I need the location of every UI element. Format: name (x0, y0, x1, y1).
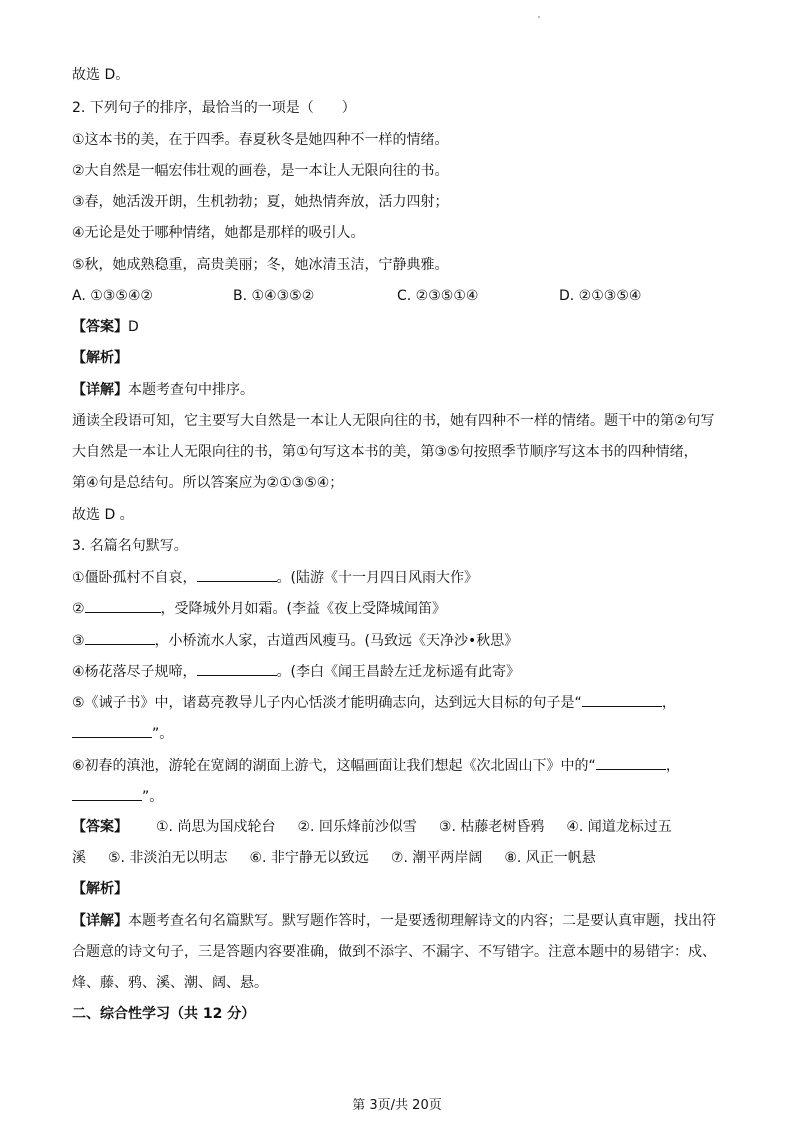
q2-explanation-3: 第④句是总结句。所以答案应为②①③⑤④； (72, 475, 344, 491)
q2-stem: 2. 下列句子的排序，最恰当的一项是（ ） (72, 100, 356, 116)
q2-sentence-2: ②大自然是一幅宏伟壮观的画卷，是一本让人无限向往的书。 (72, 163, 449, 179)
answer-item: ⑤. 非淡泊无以明志 (108, 850, 228, 866)
answer-value: D (128, 319, 139, 335)
q3-line-4-post: 。(李白《闻王昌龄左迁龙标遥有此寄》 (276, 664, 521, 680)
detail-label: 【详解】 (72, 913, 128, 929)
q3-item-5-cont (72, 723, 173, 744)
q3-line-2-pre: ② (72, 601, 85, 617)
speck (538, 16, 540, 18)
q3-line-3-pre: ③ (72, 633, 85, 649)
q3-item-6-cont (72, 786, 163, 807)
q3-line-1-post: 。(陆游《十一月四日风雨大作》 (276, 570, 479, 586)
q2-analysis-label: 【解析】 (72, 350, 128, 366)
q2-option-a: A. ①③⑤④② (72, 288, 153, 304)
q3-answers-2 (72, 848, 596, 868)
answer-item: ⑥. 非宁静无以致远 (249, 850, 369, 866)
q3-item-6 (72, 755, 680, 776)
answer-item: ③. 枯藤老树昏鸦 (438, 819, 545, 835)
detail-label: 【详解】 (72, 382, 128, 398)
answer-label: 【答案】 (72, 819, 128, 835)
detail-text: 本题考查句中排序。 (128, 382, 254, 398)
q3-line-3-post: ，小桥流水人家，古道西风瘦马。(马致远《天净沙•秋思》 (154, 633, 519, 649)
q3-item-5-comma: ， (661, 695, 676, 711)
q3-item-5-text: ⑤《诫子书》中，诸葛亮教导儿子内心恬淡才能明确志向，达到远大目标的句子是“ (72, 695, 582, 711)
q2-option-c: C. ②③⑤①④ (397, 288, 479, 304)
fill-blank (582, 692, 662, 707)
q2-sentence-3: ③春，她活泼开朗，生机勃勃；夏，她热情奔放，活力四射； (72, 194, 449, 210)
fill-blank (197, 661, 277, 676)
q2-option-d: D. ②①③⑤④ (559, 288, 642, 304)
q3-detail-3: 烽、藤、鸦、溪、潮、阔、悬。 (72, 975, 268, 991)
fill-blank (85, 598, 161, 613)
fill-blank (85, 630, 155, 645)
q3-detail-1 (72, 911, 716, 931)
q3-line-4-pre: ④杨花落尽子规啼， (72, 664, 197, 680)
q3-detail-2: 合题意的诗文句子，三是答题内容要准确，做到不添字、不漏字、不写错字。注意本题中的易错字：戍、 (72, 944, 716, 960)
detail-text: 本题考查名句名篇默写。默写题作答时，一是要透彻理解诗文的内容；二是要认真审题，找出符 (128, 913, 716, 929)
q3-line-1-pre: ①僵卧孤村不自哀， (72, 570, 197, 586)
answer-item: ⑦. 潮平两岸阔 (390, 850, 483, 866)
q3-line-3 (72, 630, 518, 651)
q3-line-2-post: ，受降城外月如霜。(李益《夜上受降城闻笛》 (160, 601, 447, 617)
q2-sentence-4: ④无论是处于哪种情绪，她都是那样的吸引人。 (72, 225, 365, 241)
q3-item-5 (72, 692, 676, 713)
fill-blank (596, 755, 666, 770)
q2-option-b: B. ①④③⑤② (233, 288, 315, 304)
q2-sentence-1: ①这本书的美，在于四季。春夏秋冬是她四种不一样的情绪。 (72, 132, 449, 148)
answer-cont: 溪 (72, 850, 86, 866)
page-footer: 第 3页/共 20页 (352, 1098, 442, 1113)
answer-label: 【答案】 (72, 319, 128, 335)
answer-item: ⑧. 风正一帆悬 (504, 850, 596, 866)
fill-blank (72, 786, 142, 801)
q3-answers-1 (72, 817, 672, 837)
q2-answer (72, 317, 139, 337)
fill-blank (197, 567, 277, 582)
q2-sentence-5: ⑤秋，她成熟稳重，高贵美丽；冬，她冰清玉洁，宁静典雅。 (72, 257, 449, 273)
q2-explanation-1: 通读全段语可知，它主要写大自然是一本让人无限向往的书，她有四种不一样的情绪。题干中的第②句写 (72, 413, 715, 429)
answer-item: ④. 闻道龙标过五 (566, 819, 672, 835)
answer-item: ②. 回乐烽前沙似雪 (297, 819, 417, 835)
answer-item: ①. 尚思为国戍轮台 (156, 819, 276, 835)
prev-conclusion: 故选 D。 (72, 67, 130, 83)
q3-item-6-comma: ， (665, 758, 680, 774)
q3-stem: 3. 名篇名句默写。 (72, 538, 188, 554)
fill-blank (72, 723, 152, 738)
section-2-title: 二、综合性学习（共 12 分） (72, 1006, 256, 1022)
q3-line-4 (72, 661, 520, 682)
q2-explanation-2: 大自然是一本让人无限向往的书，第①句写这本书的美，第③⑤句按照季节顺序写这本书的四种情绪， (72, 444, 698, 460)
q3-line-1 (72, 567, 478, 588)
q2-conclusion: 故选 D 。 (72, 507, 134, 523)
q3-item-6-text: ⑥初春的滇池，游轮在宽阔的湖面上游弋，这幅画面让我们想起《次北固山下》中的“ (72, 758, 596, 774)
q2-detail (72, 380, 254, 400)
q3-analysis-label: 【解析】 (72, 881, 128, 897)
q3-item-6-end: ”。 (142, 789, 164, 805)
q3-line-2 (72, 598, 446, 619)
q3-item-5-end: ”。 (152, 726, 174, 742)
